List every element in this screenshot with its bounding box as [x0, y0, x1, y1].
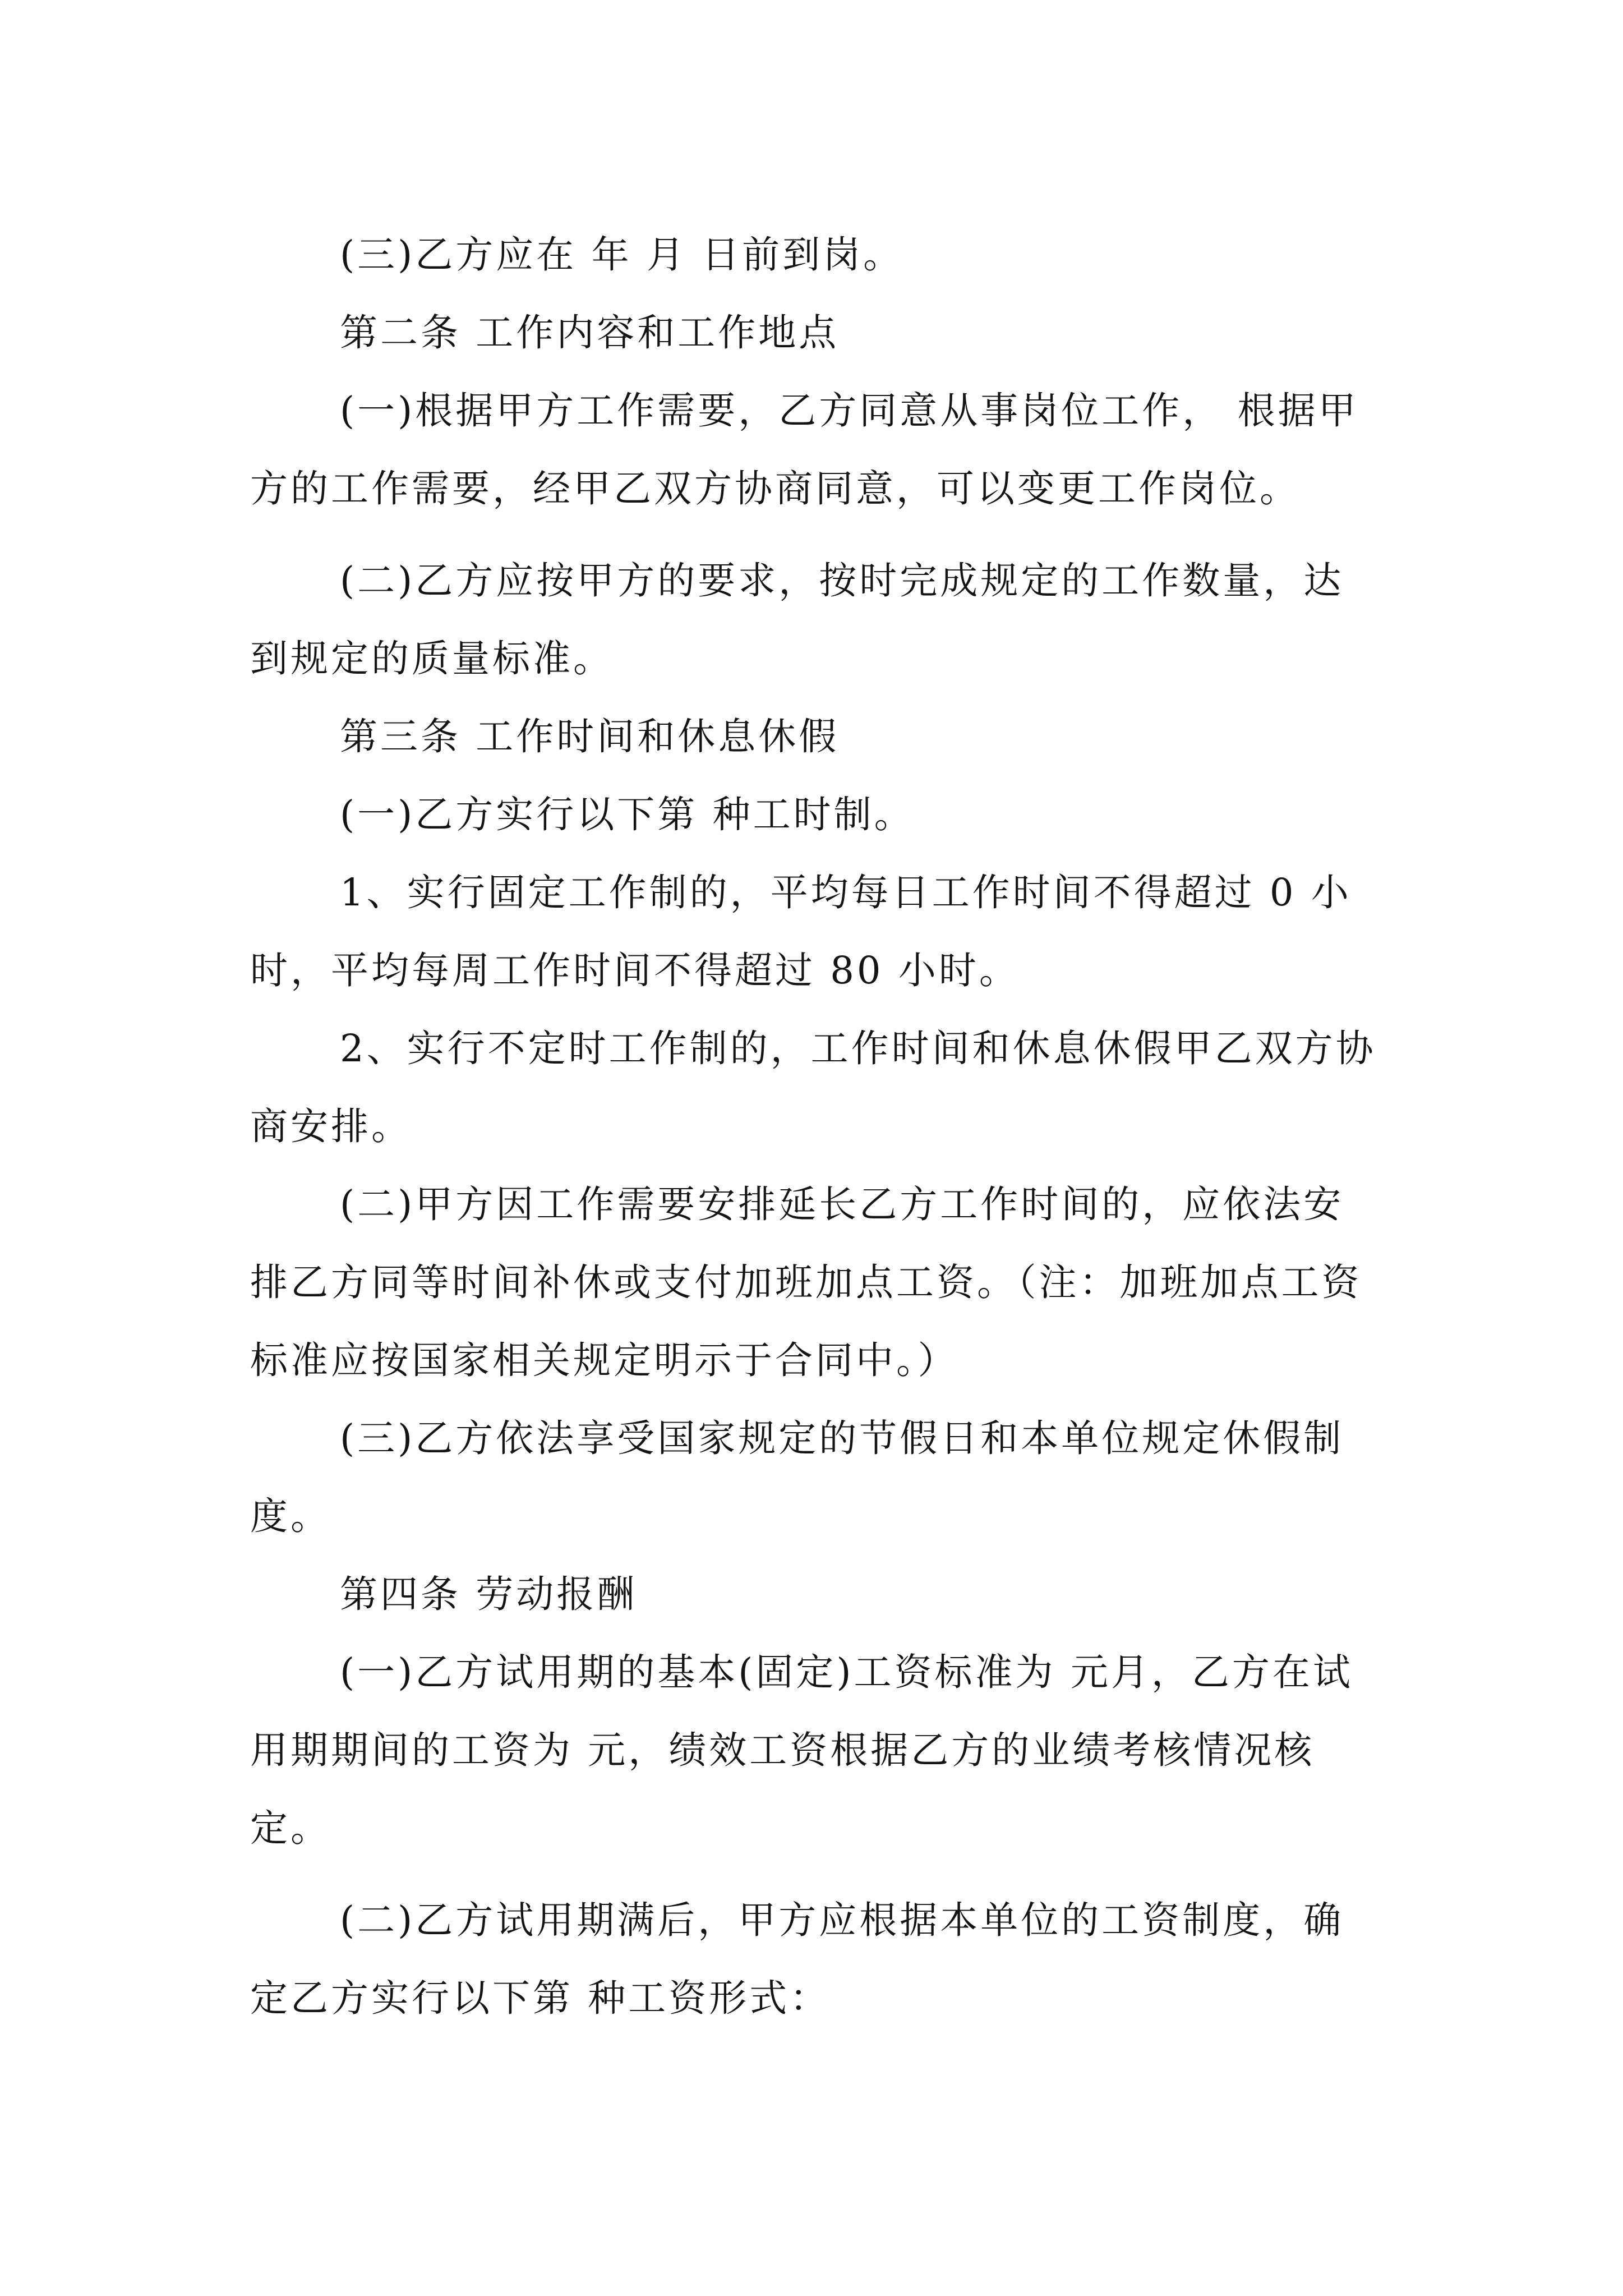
paragraph-arrival-date: (三)乙方应在 年 月 日前到岗。: [340, 233, 904, 277]
paragraph-flexible-hours: 2、实行不定时工作制的，工作时间和休息休假甲乙双方协商安排。: [250, 1027, 1376, 1148]
paragraph-working-hours-system: (一)乙方实行以下第 种工时制。: [340, 793, 915, 836]
article-4-heading: 第四条 劳动报酬: [340, 1572, 638, 1616]
paragraph-fixed-hours: 1、实行固定工作制的，平均每日工作时间不得超过 0 小时，平均每周工作时间不得超过 80 小时。: [250, 871, 1352, 992]
paragraph-job-assignment: (一)根据甲方工作需要，乙方同意从事岗位工作， 根据甲方的工作需要，经甲乙双方协商同意，可以变更工作岗位。: [250, 389, 1359, 510]
paragraph-work-quality: (二)乙方应按甲方的要求，按时完成规定的工作数量，达到规定的质量标准。: [250, 559, 1344, 680]
paragraph-holidays: (三)乙方依法享受国家规定的节假日和本单位规定休假制度。: [250, 1416, 1344, 1538]
document-body: [250, 216, 1376, 2037]
paragraph-probation-wage: (一)乙方试用期的基本(固定)工资标准为 元月，乙方在试用期期间的工资为 元，绩效工资根据乙方的业绩考核情况核定。: [250, 1650, 1353, 1850]
article-2-heading: 第二条 工作内容和工作地点: [340, 311, 840, 355]
article-3-heading: 第三条 工作时间和休息休假: [340, 715, 840, 758]
paragraph-overtime: (二)甲方因工作需要安排延长乙方工作时间的，应依法安排乙方同等时间补休或支付加班加点工资。（注：加班加点工资标准应按国家相关规定明示于合同中。）: [250, 1182, 1362, 1382]
paragraph-wage-form: (二)乙方试用期满后，甲方应根据本单位的工资制度，确定乙方实行以下第 种工资形式：: [250, 1898, 1344, 2020]
